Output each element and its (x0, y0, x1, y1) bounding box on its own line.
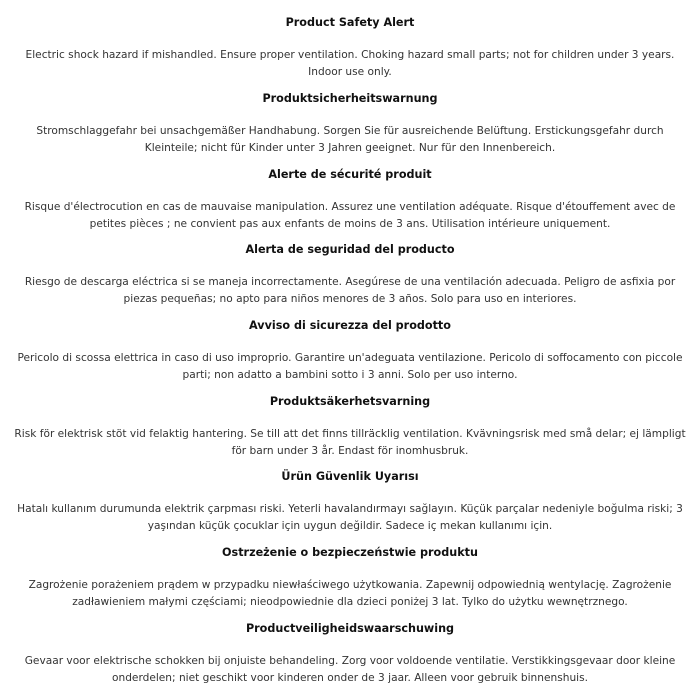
section-heading: Alerte de sécurité produit (268, 168, 432, 181)
section-heading: Produktsäkerhetsvarning (269, 395, 431, 408)
section-heading: Avviso di sicurezza del prodotto (249, 319, 451, 332)
section-body: Stromschlaggefahr bei unsachgemäßer Handhabung. Sorgen Sie für ausreichende Belüftung. Erstickungsgefahr durch Kleinteile; nicht für Kinder unter 3 Jahren geeignet. Nur für den Innenbereich. (36, 125, 664, 154)
section-body: Gevaar voor elektrische schokken bij onjuiste behandeling. Zorg voor voldoende ventilatie. Verstikkingsgevaar door kleine onderdelen; niet geschikt voor kinderen onder de 3 jaar. Alleen voor gebruik binnenshuis. (24, 655, 676, 684)
section-body: Risque d'électrocution en cas de mauvaise manipulation. Assurez une ventilation adéquate. Risque d'étouffement avec de petites pièces ; ne convient pas aux enfants de moins de 3 ans. Utilisation intérieure uniquement. (24, 201, 676, 230)
section-body: Zagrożenie porażeniem prądem w przypadku niewłaściwego użytkowania. Zapewnij odpowiednią wentylację. Zagrożenie zadławieniem małymi częściami; nieodpowiednie dla dzieci poniżej 3 lat. Tylko do użytku wewnętrznego. (28, 579, 672, 608)
section-tr (14, 470, 686, 535)
section-sv (14, 395, 686, 460)
section-body: Risk för elektrisk stöt vid felaktig hantering. Se till att det finns tillräcklig ventilation. Kvävningsrisk med små delar; ej lämpligt för barn under 3 år. Endast för inomhusbruk. (14, 428, 686, 457)
section-heading: Product Safety Alert (285, 16, 415, 29)
section-en (14, 16, 686, 81)
section-fr (14, 168, 686, 233)
section-heading: Ostrzeżenie o bezpieczeństwie produktu (222, 546, 478, 559)
section-heading: Productveiligheidswaarschuwing (245, 622, 455, 635)
section-body: Electric shock hazard if mishandled. Ensure proper ventilation. Choking hazard small parts; not for children under 3 years. Indoor use only. (25, 49, 675, 78)
section-body: Pericolo di scossa elettrica in caso di uso improprio. Garantire un'adeguata ventilazione. Pericolo di soffocamento con piccole parti; non adatto a bambini sotto i 3 anni. Solo per uso interno. (17, 352, 683, 381)
section-it (14, 319, 686, 384)
section-pl (14, 546, 686, 611)
section-nl (14, 622, 686, 687)
section-heading: Ürün Güvenlik Uyarısı (281, 470, 419, 483)
section-heading: Alerta de seguridad del producto (245, 243, 455, 256)
section-es (14, 243, 686, 308)
section-de (14, 92, 686, 157)
section-body: Hatalı kullanım durumunda elektrik çarpması riski. Yeterli havalandırmayı sağlayın. Küçük parçalar nedeniyle boğulma riski; 3 yaşından küçük çocuklar için uygun değildir. Sadece iç mekan kullanımı için. (17, 503, 683, 532)
section-body: Riesgo de descarga eléctrica si se maneja incorrectamente. Asegúrese de una ventilación adecuada. Peligro de asfixia por piezas pequeñas; no apto para niños menores de 3 años. Solo para uso en interiores. (24, 276, 676, 305)
section-heading: Produktsicherheitswarnung (262, 92, 438, 105)
